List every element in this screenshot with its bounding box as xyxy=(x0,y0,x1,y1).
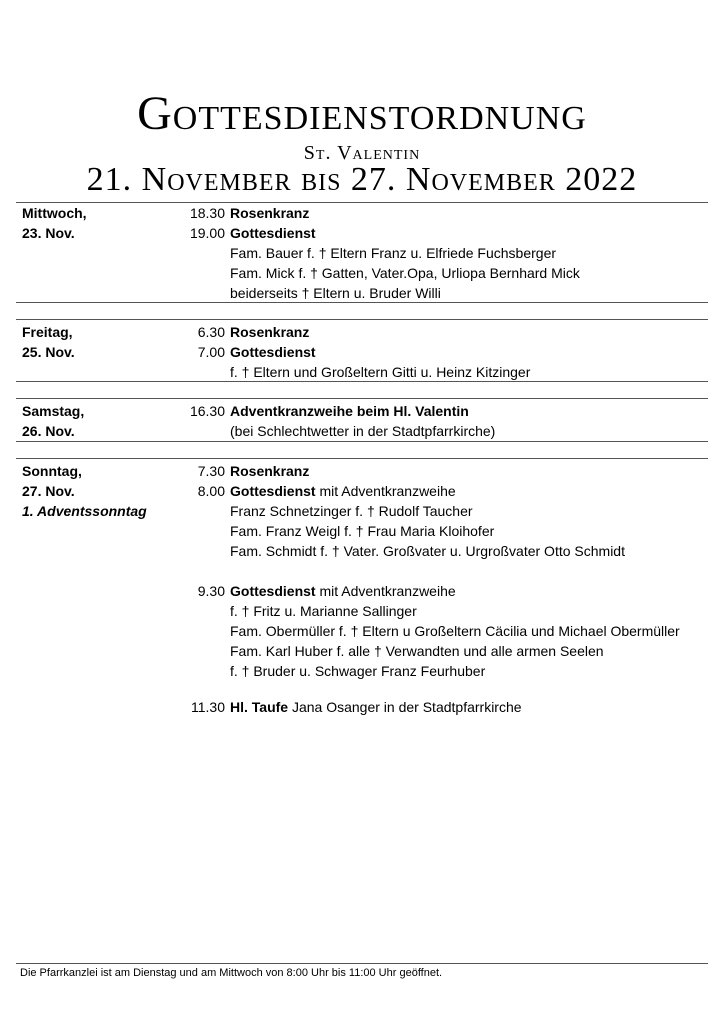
service-title: Gottesdienst xyxy=(230,483,316,499)
day-date: 27. Nov. xyxy=(22,483,75,499)
service-title: Rosenkranz xyxy=(230,463,310,479)
day-name: Samstag, xyxy=(22,403,85,419)
service-entry xyxy=(230,223,316,243)
section-divider xyxy=(16,398,708,399)
intention-line: Fam. Karl Huber f. alle † Verwandten und alle armen Seelen xyxy=(230,643,604,659)
service-title: Gottesdienst xyxy=(230,225,316,241)
intention-line: f. † Eltern und Großeltern Gitti u. Heinz Kitzinger xyxy=(230,364,531,380)
service-time: 11.30 xyxy=(191,699,225,715)
service-time: 19.00 xyxy=(189,225,225,241)
intention-line: beiderseits † Eltern u. Bruder Willi xyxy=(230,285,441,301)
date-range: 21. November bis 27. November 2022 xyxy=(86,161,638,198)
service-entry xyxy=(230,401,469,421)
day-date: 25. Nov. xyxy=(22,344,75,360)
service-entry xyxy=(230,461,309,481)
intention-line: Fam. Obermüller f. † Eltern u Großeltern Cäcilia und Michael Obermüller xyxy=(230,623,680,639)
service-entry xyxy=(230,342,316,362)
service-time: 16.30 xyxy=(189,403,225,419)
section-divider xyxy=(16,441,708,442)
footer-divider xyxy=(16,963,708,964)
intention-line: f. † Bruder u. Schwager Franz Feurhuber xyxy=(230,663,486,679)
service-suffix: mit Adventkranzweihe xyxy=(315,583,456,599)
section-divider xyxy=(16,302,708,303)
intention-line: (bei Schlechtwetter in der Stadtpfarrkirche) xyxy=(230,423,496,439)
liturgical-note: 1. Adventssonntag xyxy=(22,503,147,519)
intention-line: Fam. Franz Weigl f. † Frau Maria Kloihofer xyxy=(230,523,495,539)
day-date: 23. Nov. xyxy=(22,225,75,241)
service-title: Rosenkranz xyxy=(230,324,310,340)
service-time: 7.30 xyxy=(197,463,225,479)
service-entry xyxy=(230,581,456,601)
service-title: Hl. Taufe xyxy=(230,699,289,715)
day-name: Freitag, xyxy=(22,324,73,340)
section-divider xyxy=(16,319,708,320)
intention-line: Fam. Schmidt f. † Vater. Großvater u. Urgroßvater Otto Schmidt xyxy=(230,543,625,559)
intention-line: f. † Fritz u. Marianne Sallinger xyxy=(230,603,417,619)
service-time: 7.00 xyxy=(197,344,225,360)
intention-line: Fam. Bauer f. † Eltern Franz u. Elfriede Fuchsberger xyxy=(230,245,557,261)
service-suffix: Jana Osanger in der Stadtpfarrkirche xyxy=(288,699,522,715)
service-entry xyxy=(230,203,309,223)
section-divider xyxy=(16,381,708,382)
service-entry xyxy=(230,481,456,501)
service-title: Gottesdienst xyxy=(230,583,316,599)
service-entry xyxy=(230,322,309,342)
service-title: Adventkranzweihe beim Hl. Valentin xyxy=(230,403,469,419)
service-time: 6.30 xyxy=(197,324,225,340)
service-title: Gottesdienst xyxy=(230,344,316,360)
service-time: 9.30 xyxy=(197,583,225,599)
page-title: Gottesdienstordnung xyxy=(137,87,587,140)
intention-line: Fam. Mick f. † Gatten, Vater.Opa, Urliopa Bernhard Mick xyxy=(230,265,580,281)
day-name: Sonntag, xyxy=(22,463,82,479)
service-suffix: mit Adventkranzweihe xyxy=(315,483,456,499)
day-name: Mittwoch, xyxy=(22,205,87,221)
service-entry xyxy=(230,697,522,717)
service-time: 18.30 xyxy=(189,205,225,221)
service-title: Rosenkranz xyxy=(230,205,310,221)
section-divider xyxy=(16,458,708,459)
day-date: 26. Nov. xyxy=(22,423,75,439)
service-time: 8.00 xyxy=(197,483,225,499)
intention-line: Franz Schnetzinger f. † Rudolf Taucher xyxy=(230,503,473,519)
office-hours-note: Die Pfarrkanzlei ist am Dienstag und am Mittwoch von 8:00 Uhr bis 11:00 Uhr geöffnet. xyxy=(20,967,443,979)
section-divider xyxy=(16,202,708,203)
parish-subtitle: St. Valentin xyxy=(303,142,421,164)
